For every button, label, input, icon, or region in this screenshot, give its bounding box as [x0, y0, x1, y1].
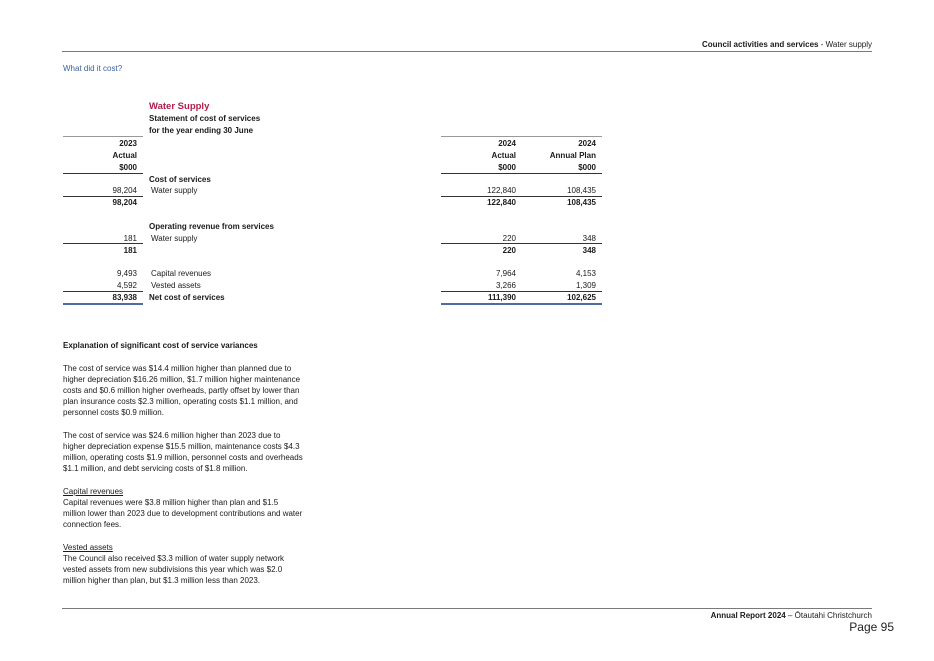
revenue-total-2023: 181: [123, 246, 137, 255]
page-number: Page 95: [849, 620, 894, 634]
rule-cost-subtotal-2024: [441, 196, 602, 197]
col-2024-actual-year: 2024: [498, 139, 516, 148]
revenue-row-plan: 348: [582, 234, 596, 243]
cost-heading: Cost of services: [149, 175, 211, 184]
cost-total-2024: 122,840: [487, 198, 516, 207]
col-2024-plan-kind: Annual Plan: [549, 151, 596, 160]
rule-cost-subtotal: [63, 196, 143, 197]
statement-title: Water Supply: [149, 101, 210, 112]
rule-net-top-2024: [441, 291, 602, 292]
net-row-2023: 83,938: [112, 293, 137, 302]
revenue-total-plan: 348: [582, 246, 596, 255]
col-2023-unit: $000: [119, 163, 137, 172]
rule-revenue-subtotal-2024: [441, 243, 602, 244]
rule-net-double-2024: [441, 303, 602, 305]
net-row-2024: 111,390: [487, 293, 516, 302]
vested-assets-text: The Council also received $3.3 million of water supply network vested assets from new subdivisions this year which was $2.0 million higher than plan, but $1.3 million less than 2023.: [63, 554, 284, 585]
col-2024-plan-unit: $000: [578, 163, 596, 172]
explanation-paragraph-2: [63, 430, 303, 474]
footer-report: [711, 611, 872, 620]
intro-question: What did it cost?: [63, 64, 123, 73]
revenue-row-label: Water supply: [151, 234, 198, 243]
cost-row-plan: 108,435: [567, 186, 596, 195]
vested-row-2024: 3,266: [495, 281, 516, 290]
capital-revenues-section: [63, 486, 303, 530]
capital-revenues-heading: Capital revenues: [63, 487, 124, 496]
explanation-para-2-text: The cost of service was $24.6 million higher than 2023 due to higher depreciation expense $15.5 million, maintenance costs $4.3 million, operating costs $1.9 million, personnel costs and overheads $1.1 million, and debt servicing costs of $1.8 million.: [63, 431, 303, 473]
capital-row-2024: 7,964: [495, 269, 516, 278]
explanation-heading: Explanation of significant cost of service variances: [63, 341, 258, 350]
capital-row-2023: 9,493: [116, 269, 137, 278]
explanation-para-1-text: The cost of service was $14.4 million higher than planned due to higher depreciation $16.26 million, $1.7 million higher maintenance costs and $0.6 million higher overheads, partly offset by lower than plan insurance costs $2.3 million, operating costs $1.1 million, and personnel costs $0.9 million.: [63, 364, 301, 417]
revenue-row-2024: 220: [502, 234, 516, 243]
capital-revenues-text: Capital revenues were $3.8 million higher than plan and $1.5 million lower than 2023 due to development contributions and water connection fees.: [63, 498, 303, 529]
vested-assets-section: [63, 542, 303, 586]
footer-report-title: Annual Report 2024: [710, 611, 786, 620]
footer-report-place: – Ōtautahi Christchurch: [785, 611, 872, 620]
vested-assets-heading: Vested assets: [63, 543, 113, 552]
rule-2024-top: [441, 136, 602, 137]
statement-subtitle-1: Statement of cost of services: [149, 114, 261, 123]
cost-total-plan: 108,435: [567, 198, 596, 207]
header-rule: [62, 51, 872, 52]
net-row-plan: 102,625: [567, 293, 596, 302]
revenue-total-2024: 220: [502, 246, 516, 255]
vested-row-2023: 4,592: [116, 281, 137, 290]
rule-2024-header-bottom: [441, 173, 602, 174]
cost-total-2023: 98,204: [112, 198, 137, 207]
col-2024-actual-kind: Actual: [491, 151, 516, 160]
col-2023-kind: Actual: [112, 151, 137, 160]
cost-row-label: Water supply: [151, 186, 198, 195]
vested-row-plan: 1,309: [575, 281, 596, 290]
explanation-paragraph-1: [63, 363, 303, 418]
rule-net-top: [63, 291, 143, 292]
section-header-title: Council activities and services: [702, 40, 819, 49]
rule-2023-header-bottom: [63, 173, 143, 174]
rule-net-double-2023: [63, 303, 143, 305]
net-row-label: Net cost of services: [149, 293, 225, 302]
section-header: [702, 40, 872, 49]
footer-rule: [62, 608, 872, 609]
capital-row-label: Capital revenues: [151, 269, 212, 278]
revenue-row-2023: 181: [123, 234, 137, 243]
cost-row-2024: 122,840: [487, 186, 516, 195]
col-2024-actual-unit: $000: [498, 163, 516, 172]
cost-row-2023: 98,204: [112, 186, 137, 195]
section-header-subtitle: - Water supply: [818, 40, 872, 49]
statement-subtitle-2: for the year ending 30 June: [149, 126, 254, 135]
revenue-heading: Operating revenue from services: [149, 222, 274, 231]
rule-2023-top: [63, 136, 143, 137]
rule-revenue-subtotal: [63, 243, 143, 244]
capital-row-plan: 4,153: [575, 269, 596, 278]
vested-row-label: Vested assets: [151, 281, 201, 290]
col-2023-year: 2023: [119, 139, 137, 148]
col-2024-plan-year: 2024: [578, 139, 596, 148]
